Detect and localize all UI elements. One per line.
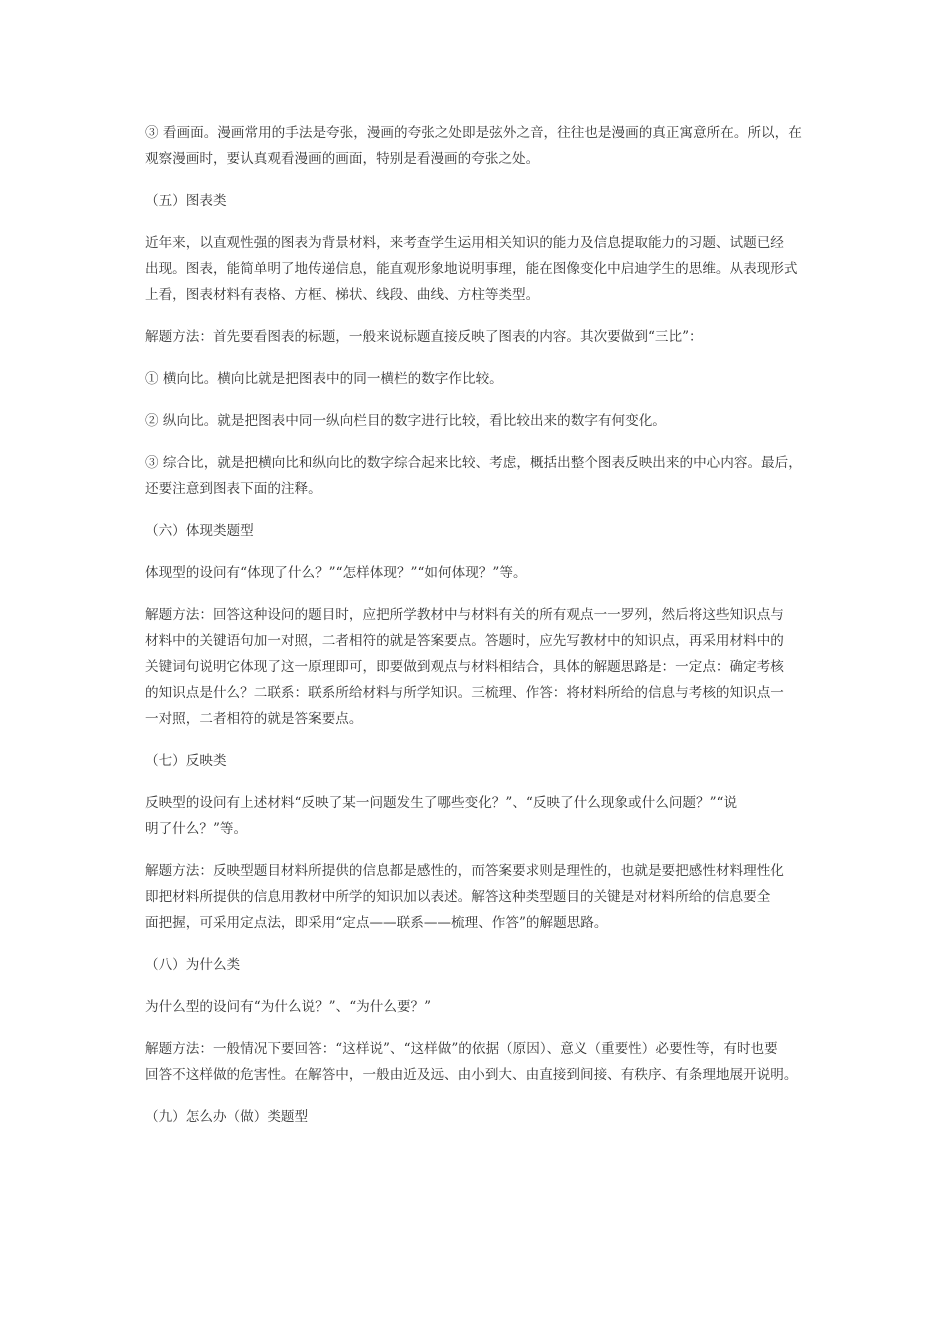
paragraph-why-questions bbox=[145, 994, 808, 1020]
heading-text: （六）体现类题型 bbox=[145, 523, 254, 539]
paragraph-vertical-compare bbox=[145, 408, 808, 434]
paragraph-reflect-method bbox=[145, 858, 808, 936]
text-line: ① 横向比。横向比就是把图表中的同一横栏的数字作比较。 bbox=[145, 371, 503, 387]
text-line: 的知识点是什么？二联系：联系所给材料与所学知识。三梳理、作答：将材料所给的信息与考核的知识点一 bbox=[145, 685, 784, 701]
text-line: ③ 综合比，就是把横向比和纵向比的数字综合起来比较、考虑，概括出整个图表反映出来的中心内容。最后， bbox=[145, 455, 802, 471]
document-page bbox=[145, 120, 808, 1146]
heading-text: （九）怎么办（做）类题型 bbox=[145, 1109, 309, 1125]
text-line: 关键词句说明它体现了这一原理即可，即要做到观点与材料相结合，具体的解题思路是：一定点：确定考核 bbox=[145, 659, 784, 675]
text-line: 即把材料所提供的信息用教材中所学的知识加以表述。解答这种类型题目的关键是对材料所给的信息要全 bbox=[145, 889, 771, 905]
text-line: 解题方法：回答这种设问的题目时，应把所学教材中与材料有关的所有观点一一罗列，然后将这些知识点与 bbox=[145, 607, 784, 623]
text-line: 解题方法：一般情况下要回答：“这样说”、“这样做”的依据（原因）、意义（重要性）必要性等，有时也要 bbox=[145, 1041, 778, 1057]
paragraph-combined-compare bbox=[145, 450, 808, 502]
text-line: 回答不这样做的危害性。在解答中，一般由近及远、由小到大、由直接到间接、有秩序、有条理地展开说明。 bbox=[145, 1067, 798, 1083]
paragraph-horizontal-compare bbox=[145, 366, 808, 392]
section-heading-embody bbox=[145, 518, 808, 544]
heading-text: （五）图表类 bbox=[145, 193, 227, 209]
text-line: 观察漫画时，要认真观看漫画的画面，特别是看漫画的夸张之处。 bbox=[145, 151, 540, 167]
text-line: 一对照，二者相符的就是答案要点。 bbox=[145, 711, 363, 727]
section-heading-why bbox=[145, 952, 808, 978]
text-line: 体现型的设问有“体现了什么？”“怎样体现？”“如何体现？”等。 bbox=[145, 565, 527, 581]
paragraph-why-method bbox=[145, 1036, 808, 1088]
text-line: 面把握，可采用定点法，即采用“定点——联系——梳理、作答”的解题思路。 bbox=[145, 915, 608, 931]
paragraph-chart-method bbox=[145, 324, 808, 350]
text-line: 材料中的关键语句加一对照，二者相符的就是答案要点。答题时，应先写教材中的知识点，再采用材料中的 bbox=[145, 633, 784, 649]
text-line: 反映型的设问有上述材料“反映了某一问题发生了哪些变化？”、“反映了什么现象或什么问题？”“说 bbox=[145, 795, 738, 811]
section-heading-how bbox=[145, 1104, 808, 1130]
text-line: ② 纵向比。就是把图表中同一纵向栏目的数字进行比较，看比较出来的数字有何变化。 bbox=[145, 413, 666, 429]
paragraph-chart-intro bbox=[145, 230, 808, 308]
text-line: ③ 看画面。漫画常用的手法是夸张，漫画的夸张之处即是弦外之音，往往也是漫画的真正寓意所在。所以，在 bbox=[145, 125, 802, 141]
section-heading-chart bbox=[145, 188, 808, 214]
heading-text: （八）为什么类 bbox=[145, 957, 241, 973]
heading-text: （七）反映类 bbox=[145, 753, 227, 769]
paragraph-embody-method bbox=[145, 602, 808, 732]
text-line: 出现。图表，能简单明了地传递信息，能直观形象地说明事理，能在图像变化中启迪学生的思维。从表现形式 bbox=[145, 261, 798, 277]
text-line: 明了什么？”等。 bbox=[145, 821, 248, 837]
text-line: 解题方法：首先要看图表的标题，一般来说标题直接反映了图表的内容。其次要做到“三比”： bbox=[145, 329, 703, 345]
paragraph-reflect-questions bbox=[145, 790, 808, 842]
text-line: 近年来，以直观性强的图表为背景材料，来考查学生运用相关知识的能力及信息提取能力的习题、试题已经 bbox=[145, 235, 784, 251]
text-line: 还要注意到图表下面的注释。 bbox=[145, 481, 322, 497]
section-heading-reflect bbox=[145, 748, 808, 774]
text-line: 解题方法：反映型题目材料所提供的信息都是感性的，而答案要求则是理性的，也就是要把感性材料理性化 bbox=[145, 863, 784, 879]
paragraph-manga-view bbox=[145, 120, 808, 172]
text-line: 为什么型的设问有“为什么说？”、“为什么要？” bbox=[145, 999, 432, 1015]
text-line: 上看，图表材料有表格、方框、梯状、线段、曲线、方柱等类型。 bbox=[145, 287, 540, 303]
paragraph-embody-questions bbox=[145, 560, 808, 586]
